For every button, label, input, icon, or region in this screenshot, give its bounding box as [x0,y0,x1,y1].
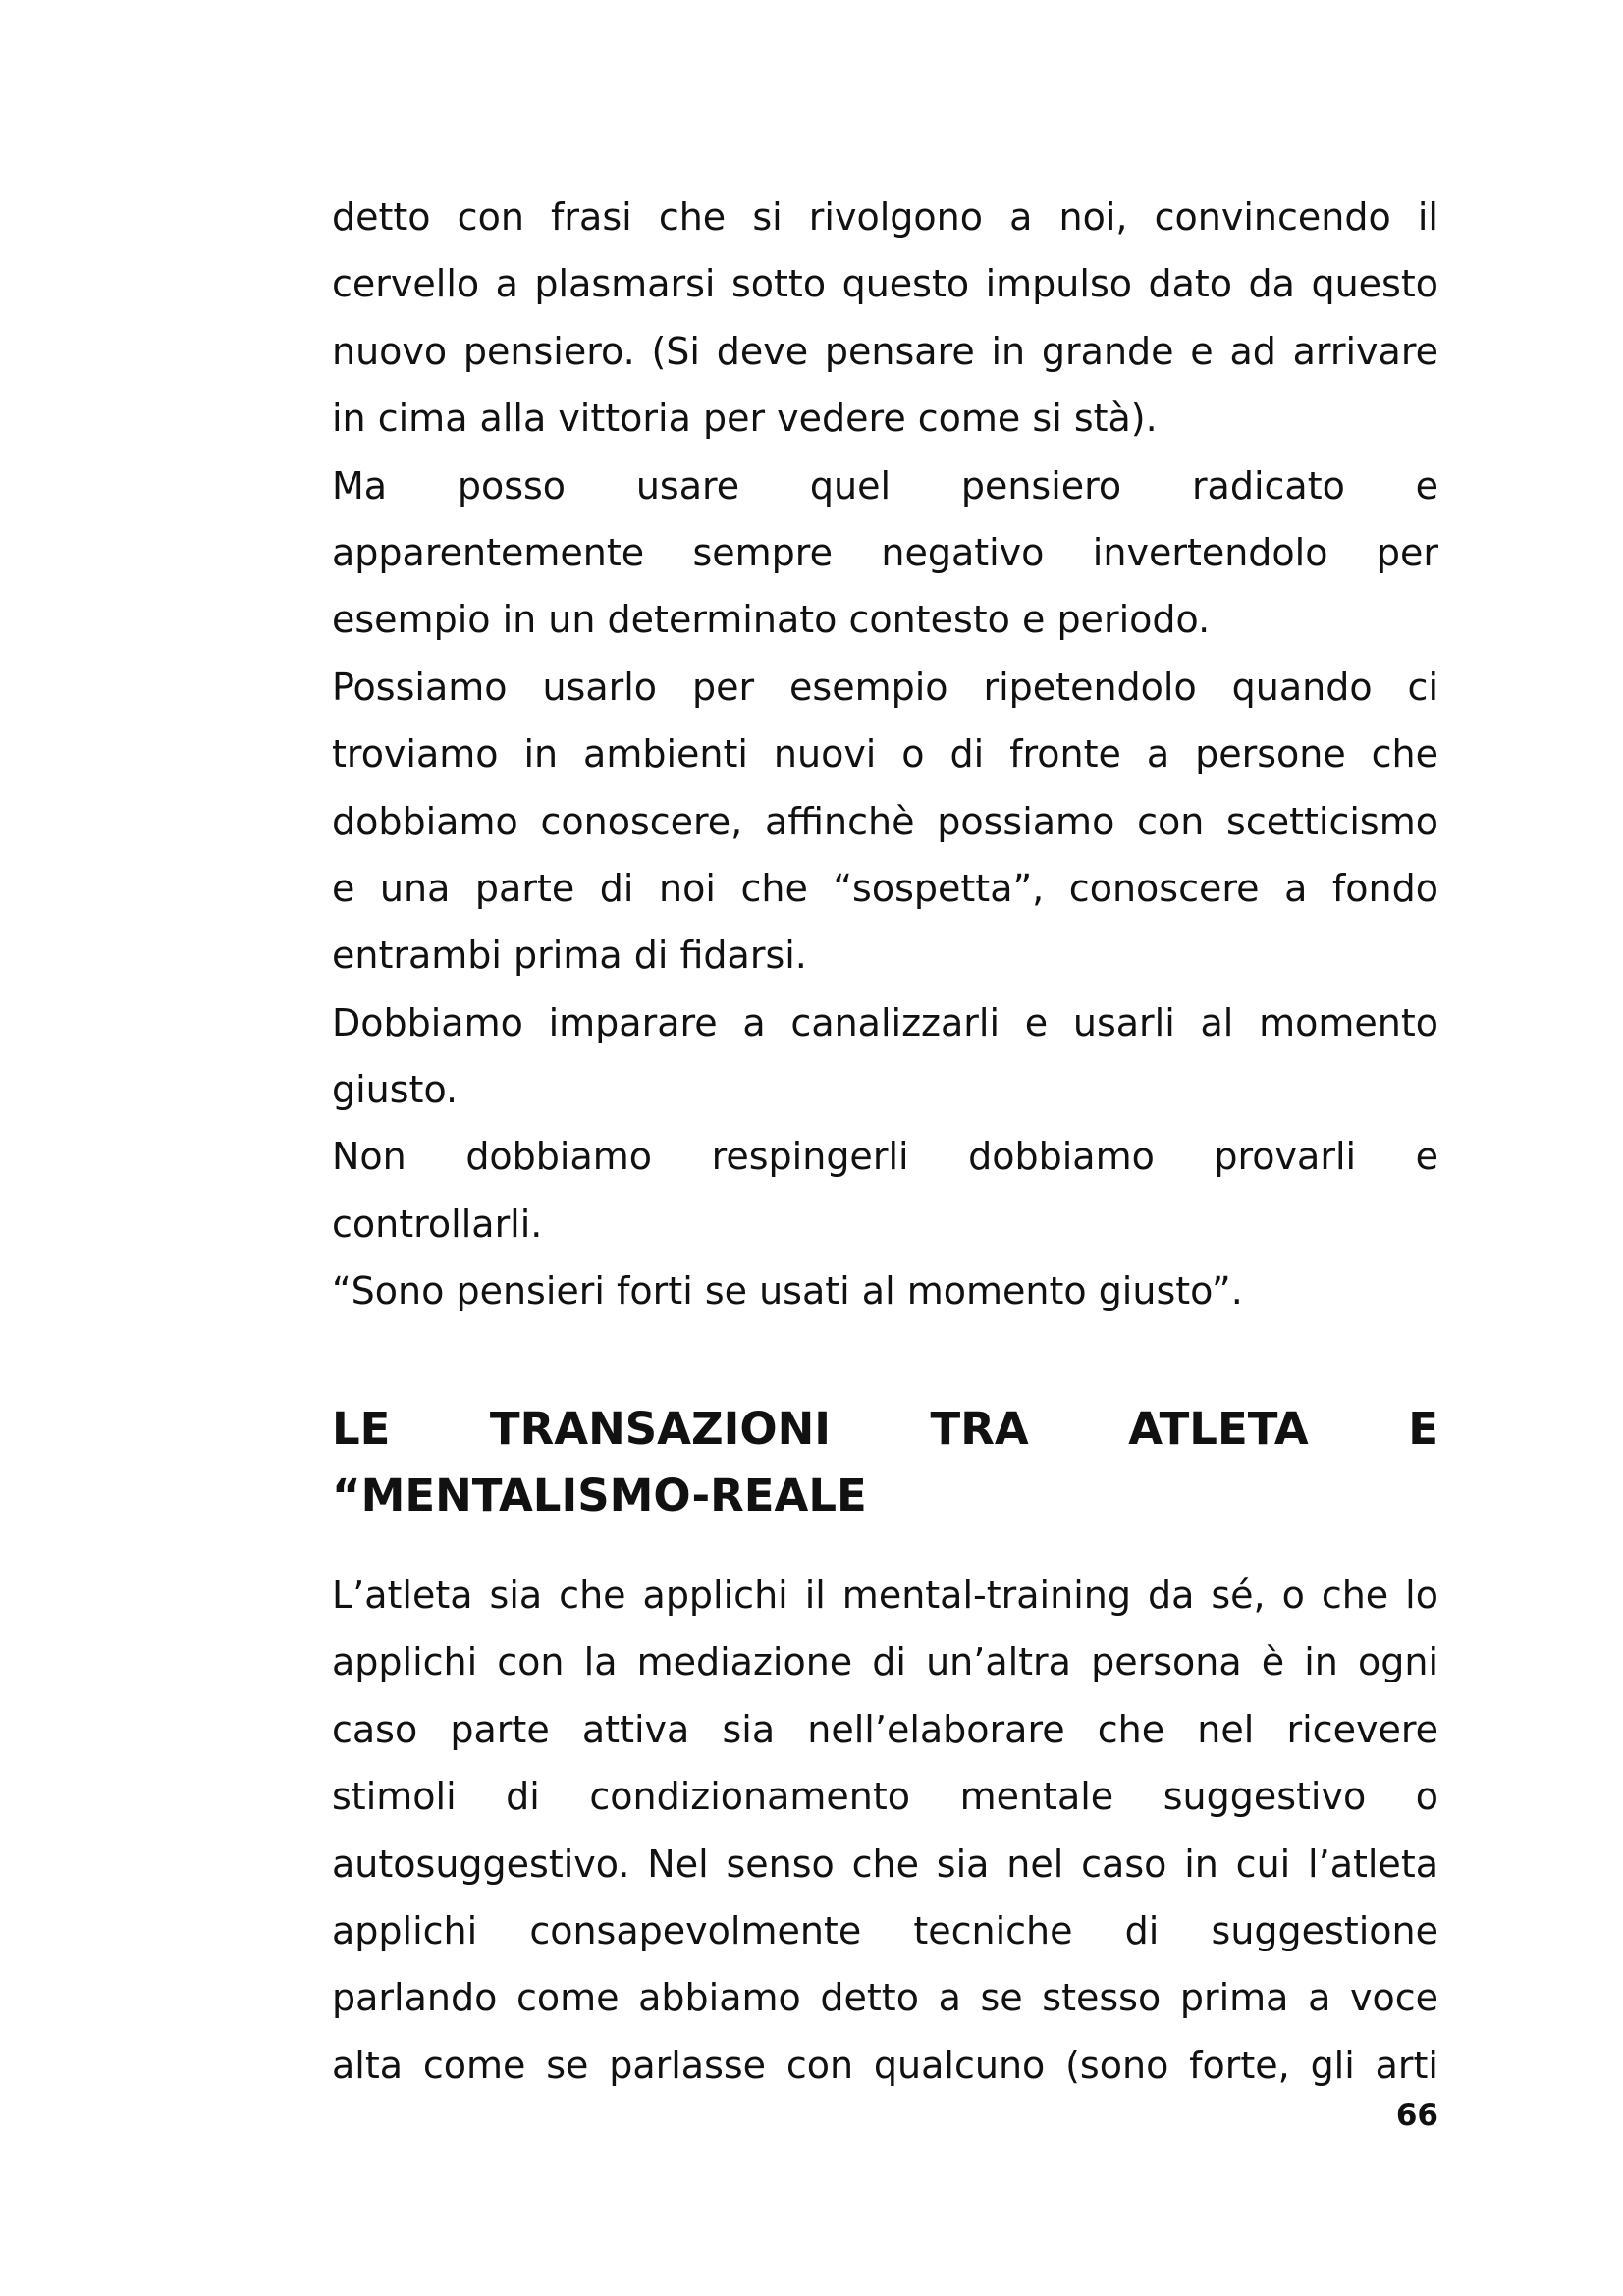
text-line: autosuggestivo. Nel senso che sia nel caso in cui l’atleta [332,1842,1438,1886]
text-line: alta come se parlasse con qualcuno (sono forte, gli arti [332,2043,1438,2087]
text-line: Dobbiamo imparare a canalizzarli e usarli al momento [332,1000,1438,1044]
text-line: entrambi prima di fidarsi. [332,934,807,978]
text-line: esempio in un determinato contesto e periodo. [332,598,1211,642]
text-line: apparentemente sempre negativo invertendolo per [332,530,1438,574]
text-line: troviamo in ambienti nuovi o di fronte a persone che [332,732,1438,776]
text-line: dobbiamo conoscere, affinchè possiamo con scetticismo [332,799,1438,843]
text-line: “Sono pensieri forti se usati al momento giusto”. [332,1269,1243,1313]
text-line: e una parte di noi che “sospetta”, conoscere a fondo [332,866,1438,910]
text-line: cervello a plasmarsi sotto questo impulso dato da questo [332,262,1438,306]
text-line: parlando come abbiamo detto a se stesso prima a voce [332,1976,1438,2020]
page-number: 66 [1395,2098,1438,2133]
paragraph-bottom [332,1562,1438,2099]
text-line: stimoli di condizionamento mentale suggestivo o [332,1775,1438,1819]
text-line: applichi con la mediazione di un’altra persona è in ogni [332,1640,1438,1684]
section-heading [332,1396,1438,1529]
heading-line: “MENTALISMO-REALE [332,1469,867,1522]
text-line: in cima alla vittoria per vedere come si stà). [332,397,1158,441]
text-line: Possiamo usarlo per esempio ripetendolo quando ci [332,665,1438,709]
text-line: applichi consapevolmente tecniche di suggestione [332,1908,1438,1952]
heading-line: LE TRANSAZIONI TRA ATLETA E [332,1403,1438,1455]
text-line: L’atleta sia che applichi il mental-training da sé, o che lo [332,1574,1438,1617]
text-line: caso parte attiva sia nell’elaborare che nel ricevere [332,1707,1438,1751]
text-line: detto con frasi che si rivolgono a noi, convincendo il [332,195,1438,239]
text-line: Ma posso usare quel pensiero radicato e [332,463,1438,507]
paragraph-top [332,184,1438,1325]
text-line: controllarli. [332,1201,543,1246]
text-line: nuovo pensiero. (Si deve pensare in grande e ad arrivare [332,329,1438,373]
text-line: Non dobbiamo respingerli dobbiamo provarli e [332,1135,1438,1179]
text-line: giusto. [332,1068,459,1112]
